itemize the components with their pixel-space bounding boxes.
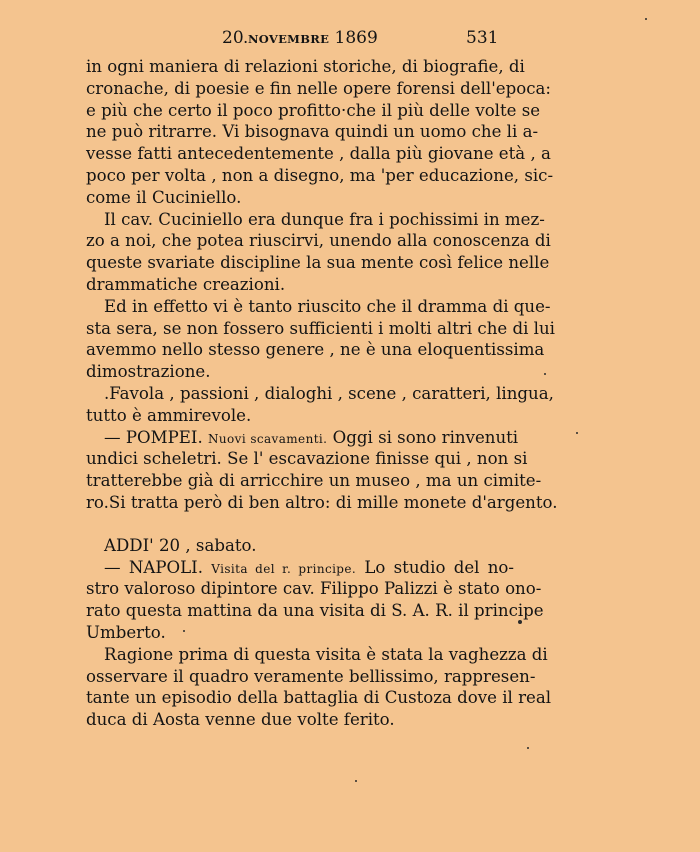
text-line: ro.Si tratta però di ben altro: di mille monete d'argento. bbox=[86, 492, 558, 512]
date-entry: ADDI' 20 , sabato. bbox=[104, 535, 257, 555]
ink-speck bbox=[527, 747, 529, 749]
pompei-heading-line bbox=[86, 427, 519, 449]
text-line: e più che certo il poco profitto·che il più delle volte se bbox=[86, 100, 541, 120]
text-line: Il cav. Cuciniello era dunque fra i pochissimi in mez- bbox=[104, 209, 545, 229]
header-date-year: 1869 bbox=[334, 28, 378, 48]
page-number: 531 bbox=[466, 28, 499, 48]
text-line: rato questa mattina da una visita di S. A. R. il principe bbox=[86, 601, 544, 621]
ink-speck bbox=[355, 780, 357, 782]
text-line: in ogni maniera di relazioni storiche, di biografie, di bbox=[86, 57, 525, 76]
header-date-day: 20 bbox=[222, 28, 244, 48]
text-line: poco per volta , non a disegno, ma 'per educazione, sic- bbox=[86, 165, 554, 185]
section-gap bbox=[86, 514, 514, 535]
text-line: .Favola , passioni , dialoghi , scene , caratteri, lingua, bbox=[104, 383, 554, 403]
text-line: undici scheletri. Se l' escavazione finisse qui , non si bbox=[86, 449, 528, 469]
napoli-first-rest: Lo studio del no- bbox=[364, 557, 514, 577]
text-line: come il Cuciniello. bbox=[86, 187, 242, 207]
text-line: tutto è ammirevole. bbox=[86, 405, 252, 425]
text-line: avemmo nello stesso genere , ne è una eloquentissima bbox=[86, 340, 545, 360]
running-header bbox=[0, 28, 700, 52]
pompei-title: Nuovi scavamenti. bbox=[208, 431, 328, 446]
napoli-title: Visita del r. principe. bbox=[211, 561, 357, 576]
page-body bbox=[86, 56, 558, 731]
ink-speck bbox=[518, 620, 522, 624]
text-line: cronache, di poesie e fin nelle opere forensi dell'epoca: bbox=[86, 78, 551, 98]
napoli-heading-line bbox=[86, 557, 514, 579]
text-line: vesse fatti antecedentemente , dalla più giovane età , a bbox=[86, 144, 551, 164]
text-line: Ed in effetto vi è tanto riuscito che il dramma di que- bbox=[104, 296, 551, 316]
text-line: dimostrazione. bbox=[86, 362, 211, 382]
text-line: tratterebbe già di arricchire un museo , ma un cimite- bbox=[86, 471, 542, 491]
text-line: Ragione prima di questa visita è stata la vaghezza di bbox=[104, 644, 548, 664]
text-line: osservare il quadro veramente bellissimo, rappresen- bbox=[86, 666, 536, 686]
ink-speck bbox=[645, 18, 647, 20]
ink-speck bbox=[544, 373, 546, 375]
ink-speck bbox=[183, 630, 185, 632]
text-line: queste svariate discipline la sua mente così felice nelle bbox=[86, 253, 550, 273]
ink-speck bbox=[576, 432, 578, 434]
text-line: stro valoroso dipintore cav. Filippo Palizzi è stato ono- bbox=[86, 579, 542, 599]
text-line: ne può ritrarre. Vi bisognava quindi un uomo che li a- bbox=[86, 122, 539, 142]
text-line: tante un episodio della battaglia di Custoza dove il real bbox=[86, 688, 552, 708]
header-date-month: .NOVEMBRE bbox=[243, 32, 330, 46]
pompei-first-rest: Oggi si sono rinvenuti bbox=[332, 427, 519, 447]
text-line: Umberto. bbox=[86, 622, 166, 642]
text-line: duca di Aosta venne due volte ferito. bbox=[86, 710, 395, 730]
text-line: sta sera, se non fossero sufficienti i molti altri che di lui bbox=[86, 318, 555, 338]
text-line: drammatiche creazioni. bbox=[86, 274, 286, 294]
napoli-dash: — NAPOLI. bbox=[104, 557, 203, 577]
header-date bbox=[222, 28, 378, 48]
pompei-dash: — POMPEI. bbox=[104, 427, 203, 447]
text-line: zo a noi, che potea riuscirvi, unendo alla conoscenza di bbox=[86, 231, 551, 251]
